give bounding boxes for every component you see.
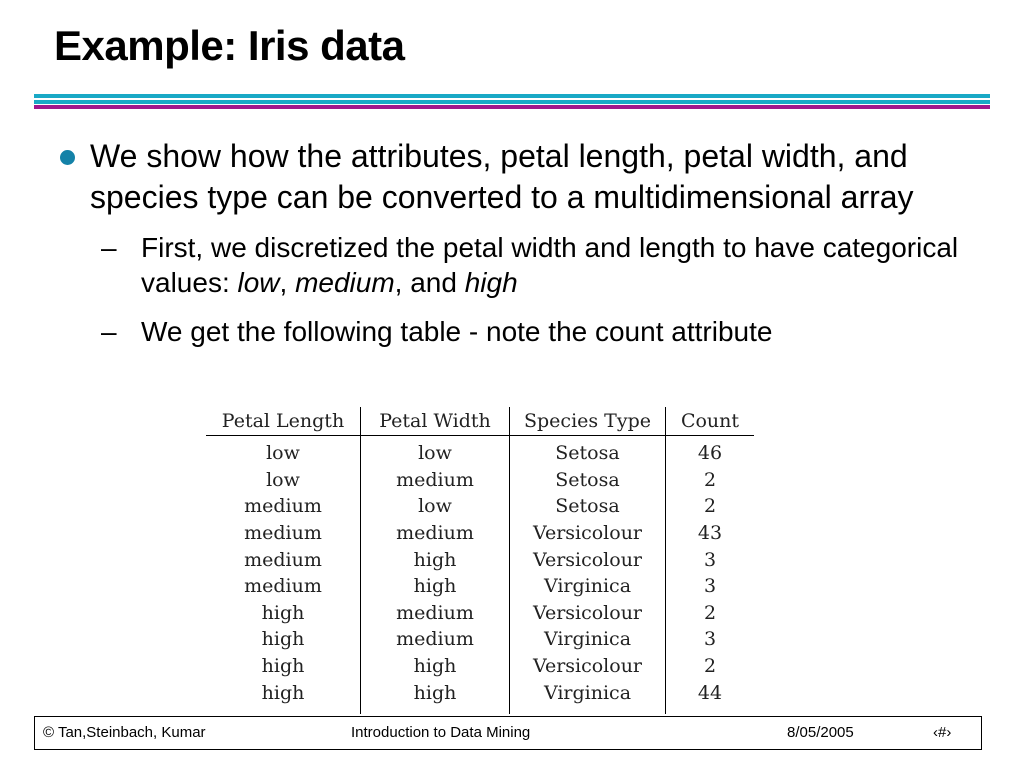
term-medium: medium <box>295 267 395 298</box>
title-rule-purple <box>34 105 990 109</box>
filled-circle-bullet-icon <box>60 150 75 165</box>
cell-count: 2 <box>666 653 755 680</box>
cell-count: 46 <box>666 436 755 467</box>
cell-petal-length: medium <box>244 575 322 598</box>
cell-species-type: Virginica <box>510 679 666 714</box>
table-row <box>206 653 754 680</box>
header-petal-width: Petal Width <box>361 407 510 436</box>
cell-petal-width: low <box>361 493 510 520</box>
cell-species-type: Versicolour <box>510 653 666 680</box>
cell-count: 2 <box>666 493 755 520</box>
table-body <box>206 436 754 714</box>
table-header-row <box>206 407 754 436</box>
cell-petal-width: medium <box>361 600 510 627</box>
footer-author: © Tan,Steinbach, Kumar <box>43 724 206 741</box>
header-petal-length: Petal Length <box>206 407 361 436</box>
table-row <box>206 600 754 627</box>
table-row <box>206 436 754 467</box>
footer-page-number: ‹#› <box>933 724 952 741</box>
table-row <box>206 520 754 547</box>
table-row <box>206 546 754 573</box>
main-bullet-item <box>56 136 986 218</box>
cell-petal-width: medium <box>361 520 510 547</box>
cell-petal-length: medium <box>244 495 322 518</box>
table-row <box>206 493 754 520</box>
header-species-type: Species Type <box>510 407 666 436</box>
cell-petal-width: high <box>361 653 510 680</box>
cell-count: 2 <box>666 600 755 627</box>
cell-petal-length: high <box>261 628 305 651</box>
cell-count: 3 <box>666 573 755 600</box>
cell-petal-length: high <box>261 601 305 624</box>
table-row <box>206 679 754 714</box>
cell-species-type: Setosa <box>510 467 666 494</box>
cell-petal-length: medium <box>244 548 322 571</box>
cell-count: 43 <box>666 520 755 547</box>
cell-count: 2 <box>666 467 755 494</box>
dash-bullet-icon: – <box>101 232 117 263</box>
cell-petal-length: medium <box>244 522 322 545</box>
cell-count: 3 <box>666 546 755 573</box>
separator: , <box>279 267 296 298</box>
cell-petal-width: low <box>361 436 510 467</box>
cell-petal-width: medium <box>361 467 510 494</box>
separator: , and <box>394 267 465 298</box>
sub-bullet-item <box>101 230 986 300</box>
dash-bullet-icon: – <box>101 316 117 347</box>
cell-species-type: Setosa <box>510 493 666 520</box>
slide-footer <box>34 716 982 750</box>
bullet-list <box>56 136 986 363</box>
title-rule-cyan-bottom <box>34 100 990 104</box>
cell-petal-length: low <box>266 442 300 465</box>
cell-count: 3 <box>666 626 755 653</box>
table-row <box>206 626 754 653</box>
cell-petal-length: high <box>261 655 305 678</box>
cell-petal-length: low <box>266 468 300 491</box>
header-count: Count <box>666 407 755 436</box>
cell-species-type: Versicolour <box>510 520 666 547</box>
iris-count-table <box>206 407 754 714</box>
cell-petal-width: high <box>361 679 510 714</box>
sub-bullet-text: We get the following table - note the count attribute <box>141 316 773 347</box>
cell-species-type: Setosa <box>510 436 666 467</box>
term-high: high <box>464 267 518 298</box>
cell-petal-width: high <box>361 546 510 573</box>
cell-count: 44 <box>666 679 755 714</box>
sub-bullet-list <box>56 230 986 349</box>
footer-date: 8/05/2005 <box>787 724 854 741</box>
cell-species-type: Virginica <box>510 573 666 600</box>
term-low: low <box>237 267 280 298</box>
sub-bullet-text: First, we discretized the petal width and length to have categorical values: <box>141 232 959 298</box>
sub-bullet-item <box>101 314 986 349</box>
cell-petal-width: medium <box>361 626 510 653</box>
cell-species-type: Versicolour <box>510 600 666 627</box>
cell-species-type: Virginica <box>510 626 666 653</box>
slide-title: Example: Iris data <box>54 22 405 69</box>
cell-species-type: Versicolour <box>510 546 666 573</box>
cell-petal-length: high <box>261 681 305 704</box>
cell-petal-width: high <box>361 573 510 600</box>
footer-course: Introduction to Data Mining <box>351 724 531 741</box>
table-row <box>206 467 754 494</box>
table-row <box>206 573 754 600</box>
main-bullet-text: We show how the attributes, petal length, petal width, and species type can be converted to a multidimensional array <box>90 138 914 215</box>
